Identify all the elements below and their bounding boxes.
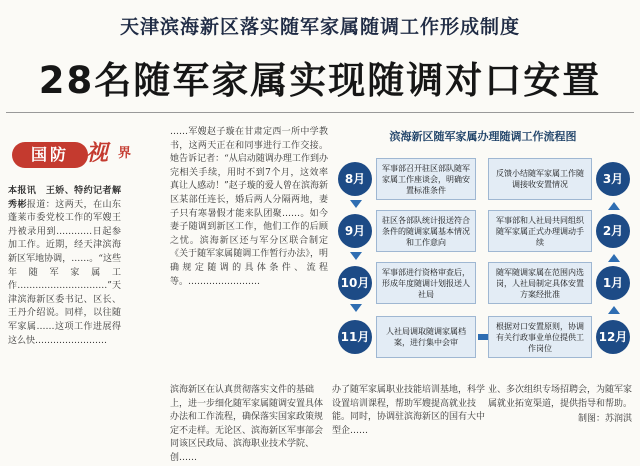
flow-step-right-4: 根据对口安置原则，协调有关行政事业单位提供工作岗位 <box>488 316 592 358</box>
down-arrow-icon <box>350 252 362 260</box>
month-circle-8: 8月 <box>338 162 372 196</box>
article-kicker: 天津滨海新区落实随军家属随调工作形成制度 <box>119 16 520 38</box>
flow-step-left-4: 人社局调取随调家属档案，进行集中会审 <box>376 316 476 358</box>
article-bottom-text-1: 滨海新区在认真贯彻落实文件的基础上，进一步细化随军家属随调安置具体办法和工作流程，确保落实国家政策规定不走样。无论区、滨海新区军事部会同该区民政局、滨海职业技术学院、创…… <box>170 385 324 463</box>
down-arrow-icon <box>350 200 362 208</box>
article-column-1-body: 报道：这两天，在山东蓬莱市委党校工作的军嫂王丹被录用到…………日起参加工作。近期，经天津滨海新区军地协调，……。“这些年随军家属工作…………………………”天津滨海新区委书记、区长、王丹介绍说。同样，以往随军家属……这项工作进展得这么快…………………… <box>8 199 121 346</box>
month-circle-11: 11月 <box>338 320 372 354</box>
month-circle-10: 10月 <box>338 266 372 300</box>
article-byline: 本报讯 王娇、特约记者解秀彬 <box>8 186 121 210</box>
article-column-1 <box>8 185 121 425</box>
up-arrow-icon <box>608 254 620 262</box>
chart-credit: 制图：苏润淇 <box>577 414 632 424</box>
header-rule <box>6 112 634 113</box>
month-circle-9: 9月 <box>338 214 372 248</box>
month-circle-1: 1月 <box>596 266 630 300</box>
flow-step-left-3: 军事部进行资格审查后，形成年度随调计划报送人社局 <box>376 262 476 304</box>
flow-step-right-3: 随军随调家属在范围内选岗，人社局制定具体安置方案经批准 <box>488 262 592 304</box>
flow-step-left-1: 军事部召开驻区部队随军家属工作座谈会，明确安置标准条件 <box>376 158 476 200</box>
article-column-2 <box>170 126 328 366</box>
connector-bar <box>478 334 488 340</box>
up-arrow-icon <box>608 306 620 314</box>
flowchart-title: 滨海新区随军家属办理随调工作流程图 <box>389 130 577 143</box>
month-circle-3: 3月 <box>596 162 630 196</box>
flowchart <box>332 126 634 384</box>
article-bottom-text-2: 办了随军家属职业技能培训基地，科学设置培训课程，帮助军嫂提高就业技能。同时，协调驻滨海新区的国有大中型企…… <box>332 385 486 436</box>
logo-tail-text: 界 <box>118 146 132 161</box>
flow-step-right-2: 军事部和人社局共同组织随军家属正式办理调动手续 <box>488 210 592 252</box>
up-arrow-icon <box>608 202 620 210</box>
flow-step-right-1: 反馈小结随军家属工作随调接收安置情况 <box>488 158 592 200</box>
month-circle-2: 2月 <box>596 214 630 248</box>
down-arrow-icon <box>350 304 362 312</box>
article-bottom-text-3: 业、多次组织专场招聘会，为随军家属就业拓宽渠道，提供指导和帮助。 <box>488 385 633 409</box>
section-logo <box>10 128 135 176</box>
logo-right-text: 视 <box>86 140 109 166</box>
article-headline: 28名随军家属实现随调对口安置 <box>38 59 602 102</box>
logo-left-text: 国防 <box>12 142 88 168</box>
flow-step-left-2: 驻区各部队统计报送符合条件的随调家属基本情况和工作意向 <box>376 210 476 252</box>
month-circle-12: 12月 <box>596 320 630 354</box>
article-column-2-body: ……军嫂赵子璇在甘肃定西一所中学教书，这两天正在和同事进行工作交接。她告诉记者：“从启动随调办理工作到办完相关手续，用时不到7个月，这效率真让人感动！”赵子璇的爱人曾在滨海新区某部任连长，婚后两人分隔两地，妻子只有寒暑假才能来队团聚……。如今妻子随调到新区工作，他们工作的后顾之忧。滨海新区还与军分区联合制定《关于随军家属随调工作暂行办法》，明确规定随调的具体条件、流程等。…………………… <box>170 127 328 287</box>
